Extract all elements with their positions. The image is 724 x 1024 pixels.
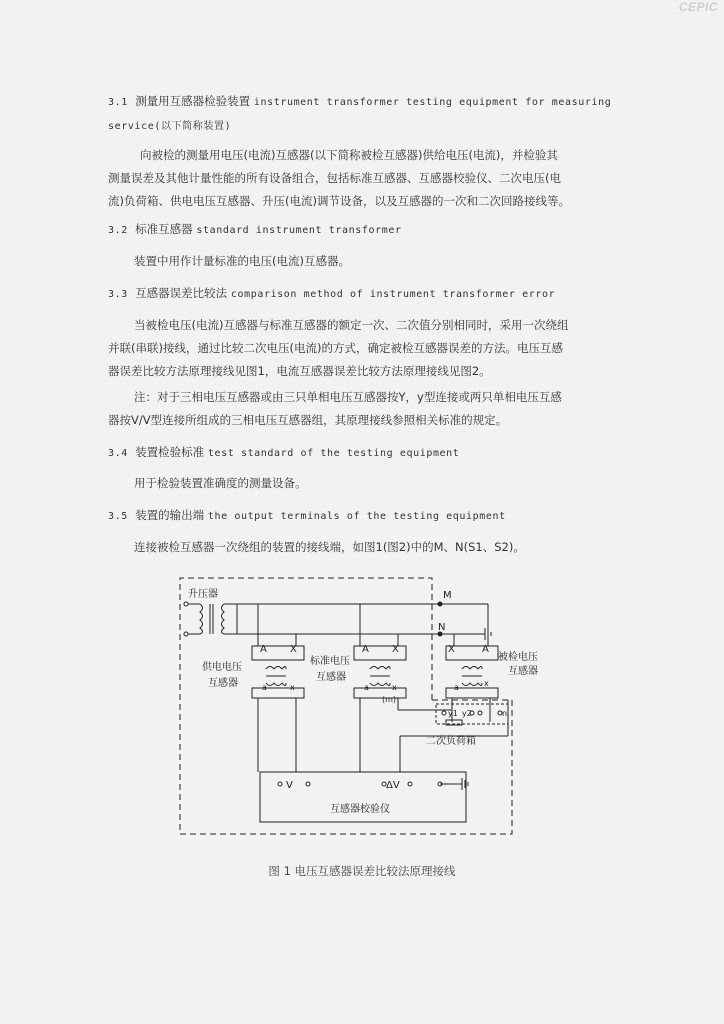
label-supply-A: A (260, 644, 267, 655)
section-number: 3.4 (108, 448, 128, 459)
section-title-cn: 互感器误差比较法 (135, 286, 228, 300)
note-line: 注：对于三相电压互感器或由三只单相电压互感器按Y，y型连接或两只单相电压互感 (134, 390, 562, 404)
label-supply-pt-1: 供电电压 (202, 662, 242, 673)
paragraph-line: 用于检验装置准确度的测量设备。 (134, 476, 307, 490)
label-y2: y2 (462, 709, 472, 718)
paragraph-line: 器误差比较方法原理接线见图1，电流互感器误差比较方法原理接线见图2。 (108, 364, 491, 378)
label-dut-X: X (448, 644, 455, 655)
label-dut-x: x (484, 679, 489, 688)
section-title-cn: 装置的输出端 (135, 508, 205, 522)
paragraph-line: 向被检的测量用电压(电流)互感器(以下简称被检互感器)供给电压(电流)，并检验其 (140, 148, 558, 162)
label-tester-dv: ΔV (386, 780, 400, 791)
label-dut-A: A (482, 644, 489, 655)
section-number: 3.5 (108, 511, 128, 522)
section-title-en: standard instrument transformer (196, 225, 402, 236)
section-title-en: the output terminals of the testing equipment (207, 511, 506, 522)
label-std-x: x (392, 683, 397, 692)
label-std-a: a (364, 683, 369, 692)
section-title-en: test standard of the testing equipment (207, 448, 460, 459)
label-std-A: A (362, 644, 369, 655)
paragraph-line: 测量误差及其他计量性能的所有设备组合，包括标准互感器、互感器校验仪、二次电压(电 (108, 171, 561, 185)
section-number: 3.2 (108, 225, 128, 236)
label-burden-box: 二次负荷箱 (426, 736, 476, 747)
label-std-X: X (392, 644, 399, 655)
label-dut-pt-2: 互感器 (508, 666, 538, 677)
label-tester: 互感器校验仪 (330, 804, 390, 815)
label-booster: 升压器 (188, 589, 218, 600)
section-title-cn: 装置检验标准 (135, 445, 205, 459)
section-number: 3.1 (108, 97, 128, 108)
section-title-en: instrument transformer testing equipment for measuring (253, 97, 612, 108)
label-supply-X: X (290, 644, 297, 655)
label-y1: y1 (448, 709, 458, 718)
paragraph-line: 连接被检互感器一次绕组的装置的接线端，如图1(图2)中的M、N(S1、S2)。 (134, 540, 525, 554)
section-title-cont: service(以下简称装置) (108, 121, 232, 132)
label-n: n (502, 709, 508, 718)
label-tester-v: V (286, 780, 293, 791)
section-title-en: comparison method of instrument transformer error (230, 289, 556, 300)
figure-caption: 图 1 电压互感器误差比较法原理接线 (268, 864, 456, 878)
section-title-cn: 标准互感器 (135, 222, 193, 236)
section-number: 3.3 (108, 289, 128, 300)
paragraph-line: 并联(串联)接线，通过比较二次电压(电流)的方式，确定被检互感器误差的方法。电压互感 (108, 341, 563, 355)
label-terminal-n: N (438, 622, 446, 633)
equipment-dashed-boundary (180, 578, 512, 834)
label-std-pt-1: 标准电压 (310, 656, 350, 667)
label-dut-pt-1: 被检电压 (498, 652, 538, 663)
watermark-logo: CEPIC (678, 0, 718, 14)
label-terminal-m: M (443, 590, 452, 601)
label-m-paren: (m) (382, 695, 397, 704)
label-supply-pt-2: 互感器 (208, 678, 238, 689)
paragraph-line: 装置中用作计量标准的电压(电流)互感器。 (134, 254, 350, 268)
paragraph-line: 流)负荷箱、供电电压互感器、升压(电流)调节设备，以及互感器的一次和二次回路接线等。 (108, 194, 570, 208)
label-supply-x: x (290, 683, 295, 692)
label-std-pt-2: 互感器 (316, 672, 346, 683)
label-dut-a: a (454, 683, 459, 692)
label-supply-a: a (262, 683, 267, 692)
paragraph-line: 当被检电压(电流)互感器与标准互感器的额定一次、二次值分别相同时，采用一次绕组 (134, 318, 569, 332)
section-title-cn: 测量用互感器检验装置 (135, 94, 251, 108)
note-line: 器按V/V型连接所组成的三相电压互感器组，其原理接线参照相关标准的规定。 (108, 413, 508, 427)
